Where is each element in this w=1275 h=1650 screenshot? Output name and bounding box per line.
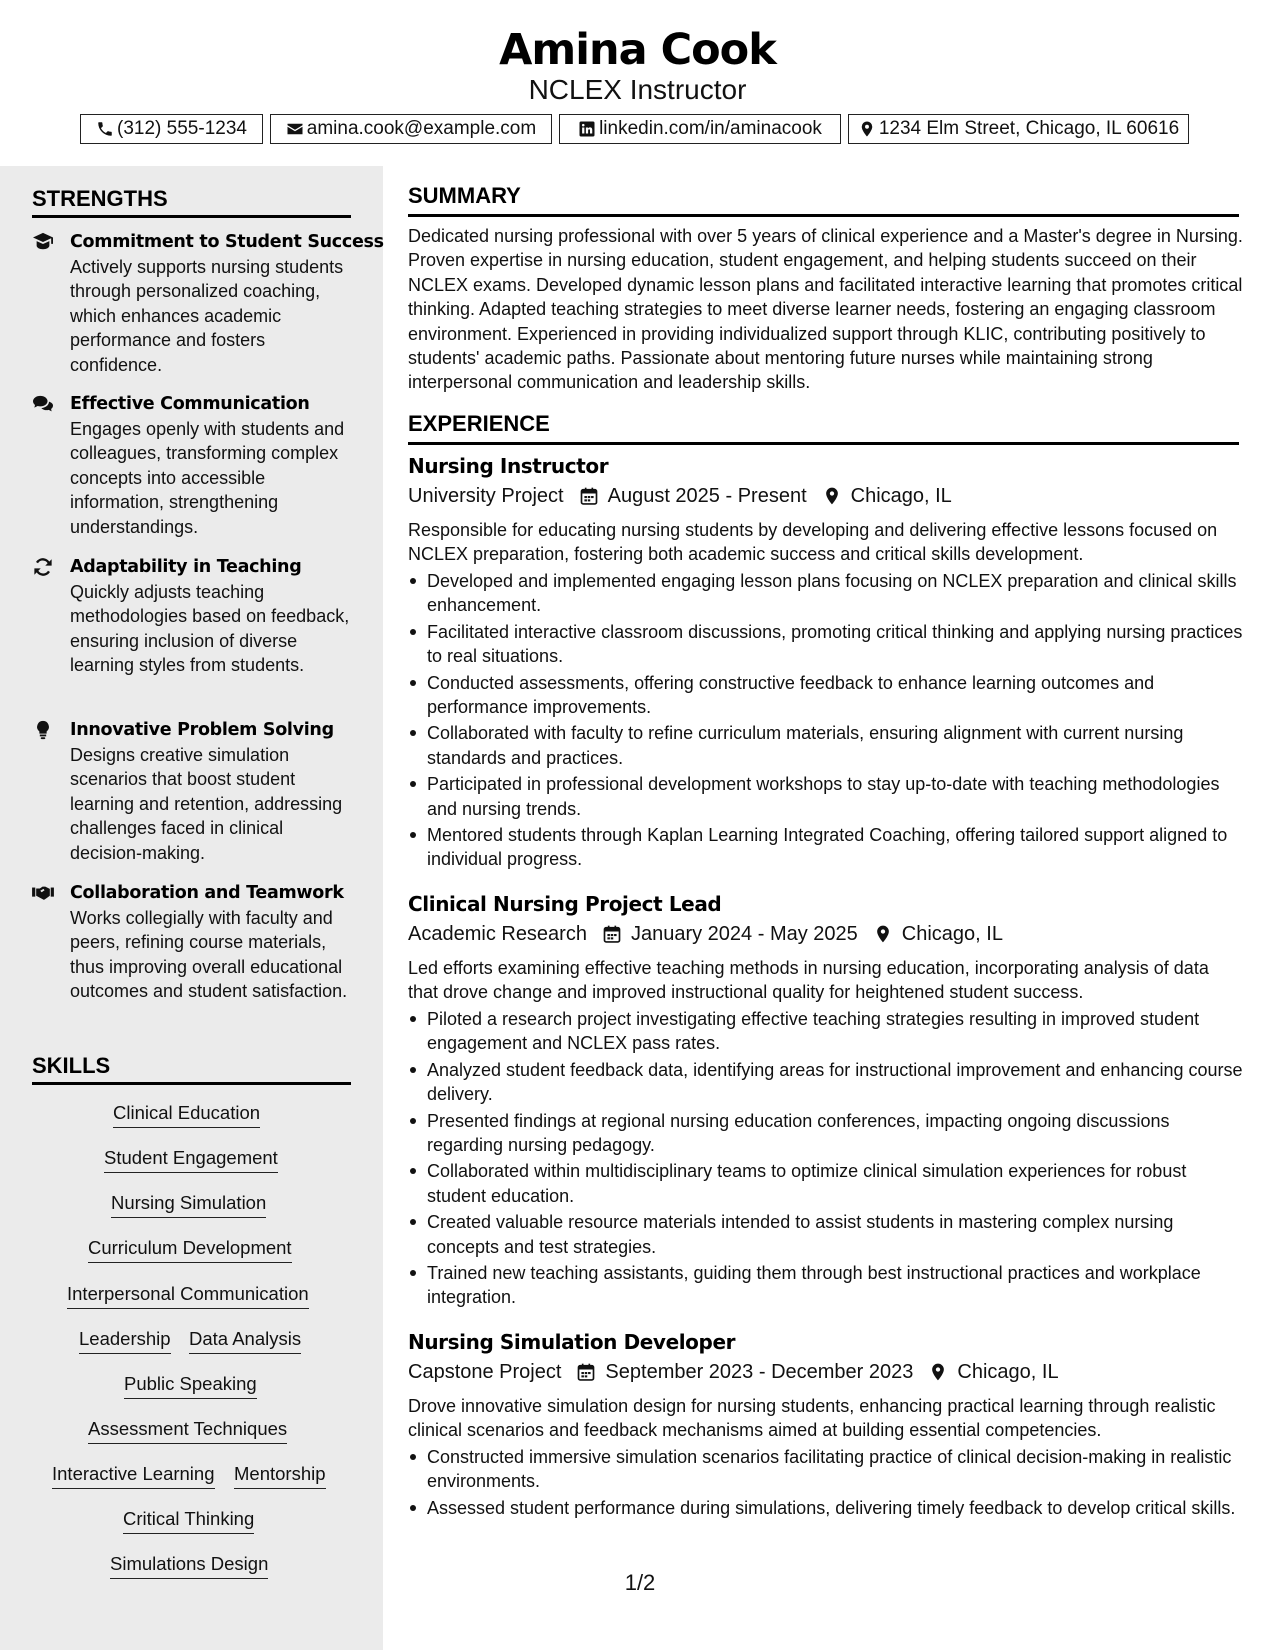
- contact-address[interactable]: [848, 114, 1189, 144]
- envelope-icon: [286, 120, 304, 138]
- job-location: Chicago, IL: [957, 1360, 1059, 1383]
- job-organization: Capstone Project: [408, 1360, 562, 1383]
- job-bullets: [408, 1007, 1243, 1312]
- skills-heading: SKILLS: [32, 1053, 111, 1078]
- strength-title: Effective Communication: [70, 394, 310, 414]
- job-organization: Academic Research: [408, 922, 587, 945]
- list-item: Presented findings at regional nursing education conferences, impacting ongoing discussions regarding nursing pedagogy.: [408, 1109, 1243, 1158]
- skill-tag: Assessment Techniques: [88, 1417, 287, 1444]
- strength-description: Quickly adjusts teaching methodologies based on feedback, ensuring inclusion of diverse learning styles from students.: [70, 582, 350, 676]
- candidate-title: NCLEX Instructor: [528, 74, 747, 105]
- job-title: Clinical Nursing Project Lead: [408, 892, 722, 916]
- contact-email-text: amina.cook@example.com: [306, 118, 537, 139]
- job-bullets: [408, 1445, 1243, 1522]
- skill-tag: Clinical Education: [113, 1101, 260, 1128]
- list-item: Facilitated interactive classroom discussions, promoting critical thinking and applying nursing practices to real situations.: [408, 620, 1243, 669]
- linkedin-icon: [578, 120, 596, 138]
- summary-heading-rule: [408, 214, 1239, 217]
- contact-bar: [0, 114, 1275, 144]
- strengths-heading-rule: [32, 215, 351, 218]
- sync-arrows-icon: [32, 557, 54, 577]
- strength-item: [32, 555, 362, 705]
- job-dates: September 2023 - December 2023: [605, 1360, 914, 1383]
- comments-icon: [32, 394, 54, 414]
- job-description: Drove innovative simulation design for nursing students, enhancing practical learning through realistic clinical scenarios and feedback mechanisms aimed at building essential competencies.: [408, 1396, 1216, 1441]
- skill-tag: Student Engagement: [104, 1146, 278, 1173]
- job-dates: January 2024 - May 2025: [630, 922, 858, 945]
- list-item: Assessed student performance during simulations, delivering timely feedback to develop critical skills.: [408, 1496, 1243, 1520]
- phone-icon: [96, 120, 114, 138]
- list-item: Analyzed student feedback data, identifying areas for instructional improvement and enhancing course delivery.: [408, 1058, 1243, 1107]
- map-marker-icon: [928, 1362, 948, 1382]
- list-item: Collaborated within multidisciplinary teams to optimize clinical simulation experiences for robust student education.: [408, 1159, 1243, 1208]
- job-location: Chicago, IL: [901, 922, 1003, 945]
- skill-tag: Interactive Learning: [52, 1462, 215, 1489]
- contact-linkedin[interactable]: [559, 114, 841, 144]
- strength-title: Commitment to Student Success: [70, 232, 384, 252]
- list-item: Trained new teaching assistants, guiding them through best instructional practices and workplace integration.: [408, 1261, 1243, 1310]
- calendar-icon: [576, 1362, 596, 1382]
- map-marker-icon: [873, 924, 893, 944]
- skill-tag: Simulations Design: [110, 1552, 268, 1579]
- lightbulb-icon: [32, 720, 54, 740]
- contact-email[interactable]: [270, 114, 552, 144]
- list-item: Piloted a research project investigating effective teaching strategies resulting in improved student engagement and NCLEX pass rates.: [408, 1007, 1243, 1056]
- strength-item: [32, 392, 362, 542]
- list-item: Participated in professional development workshops to stay up-to-date with teaching methodologies and nursing trends.: [408, 772, 1243, 821]
- job-title: Nursing Simulation Developer: [408, 1330, 736, 1354]
- strength-description: Works collegially with faculty and peers, refining course materials, thus improving overall educational outcomes and student satisfaction.: [70, 908, 348, 1002]
- job-bullets: [408, 569, 1243, 874]
- candidate-name: Amina Cook: [499, 25, 776, 75]
- strength-description: Engages openly with students and colleagues, transforming complex concepts into accessible information, strengthening understandings.: [70, 419, 345, 537]
- contact-linkedin-text: linkedin.com/in/aminacook: [599, 118, 822, 139]
- calendar-icon: [602, 924, 622, 944]
- map-marker-icon: [858, 120, 876, 138]
- job-dates: August 2025 - Present: [607, 484, 807, 507]
- list-item: Collaborated with faculty to refine curriculum materials, ensuring alignment with current nursing standards and practices.: [408, 721, 1243, 770]
- strength-title: Adaptability in Teaching: [70, 557, 302, 577]
- job-meta: [408, 482, 952, 510]
- job-description: Led efforts examining effective teaching methods in nursing education, incorporating analysis of data that drove change and improved instructional quality for heightened student success.: [408, 958, 1209, 1003]
- strength-title: Collaboration and Teamwork: [70, 883, 344, 903]
- map-marker-icon: [822, 486, 842, 506]
- list-item: Conducted assessments, offering constructive feedback to enhance learning outcomes and performance improvements.: [408, 671, 1243, 720]
- job-meta: [408, 1358, 1059, 1386]
- skill-tag: Mentorship: [234, 1462, 326, 1489]
- skill-tag: Curriculum Development: [88, 1236, 292, 1263]
- summary-heading: SUMMARY: [408, 183, 521, 208]
- job-description: Responsible for educating nursing students by developing and delivering effective lessons focused on NCLEX preparation, fostering both academic success and critical skills development.: [408, 520, 1218, 565]
- strength-item: [32, 230, 384, 380]
- strength-description: Actively supports nursing students through personalized coaching, which enhances academic performance and fosters confidence.: [70, 257, 344, 375]
- list-item: Developed and implemented engaging lesson plans focusing on NCLEX preparation and clinical skills enhancement.: [408, 569, 1243, 618]
- strength-title: Innovative Problem Solving: [70, 720, 334, 740]
- handshake-icon: [32, 883, 54, 903]
- strength-item: [32, 718, 362, 868]
- list-item: Created valuable resource materials intended to assist students in mastering complex nursing concepts and test strategies.: [408, 1210, 1243, 1259]
- strengths-heading: STRENGTHS: [32, 186, 168, 211]
- sidebar: [0, 166, 383, 1650]
- skills-heading-rule: [32, 1082, 351, 1085]
- page-number: 1/2: [624, 1570, 656, 1595]
- job-meta: [408, 920, 1003, 948]
- list-item: Constructed immersive simulation scenarios facilitating practice of clinical decision-making in realistic environments.: [408, 1445, 1243, 1494]
- experience-heading: EXPERIENCE: [408, 411, 550, 436]
- skill-tag: Data Analysis: [189, 1327, 301, 1354]
- job-organization: University Project: [408, 484, 564, 507]
- skill-tag: Public Speaking: [124, 1372, 257, 1399]
- strength-item: [32, 881, 362, 1031]
- summary-text: Dedicated nursing professional with over 5 years of clinical experience and a Master's degree in Nursing. Proven expertise in nursing education, student engagement, and helping students succeed on their NCLEX exams. Developed dynamic lesson plans and facilitated interactive learning that promotes critical thinking. Adapted teaching strategies to meet diverse learner needs, fostering an engaging classroom environment. Experienced in providing individualized support through KLIC, contributing positively to students' academic paths. Passionate about mentoring future nurses while maintaining strong interpersonal communication and leadership skills.: [408, 226, 1243, 393]
- job-title: Nursing Instructor: [408, 454, 609, 478]
- calendar-icon: [579, 486, 599, 506]
- graduation-cap-icon: [32, 232, 54, 252]
- contact-phone[interactable]: [80, 114, 263, 144]
- list-item: Mentored students through Kaplan Learning Integrated Coaching, offering tailored support aligned to individual progress.: [408, 823, 1243, 872]
- experience-heading-rule: [408, 442, 1239, 445]
- contact-phone-text: (312) 555-1234: [117, 118, 247, 139]
- strength-description: Designs creative simulation scenarios that boost student learning and retention, addressing challenges faced in clinical decision-making.: [70, 745, 343, 863]
- skill-tag: Nursing Simulation: [111, 1191, 266, 1218]
- skill-tag: Interpersonal Communication: [67, 1282, 309, 1309]
- contact-address-text: 1234 Elm Street, Chicago, IL 60616: [878, 118, 1180, 139]
- skill-tag: Leadership: [79, 1327, 171, 1354]
- job-location: Chicago, IL: [850, 484, 952, 507]
- skill-tag: Critical Thinking: [123, 1507, 254, 1534]
